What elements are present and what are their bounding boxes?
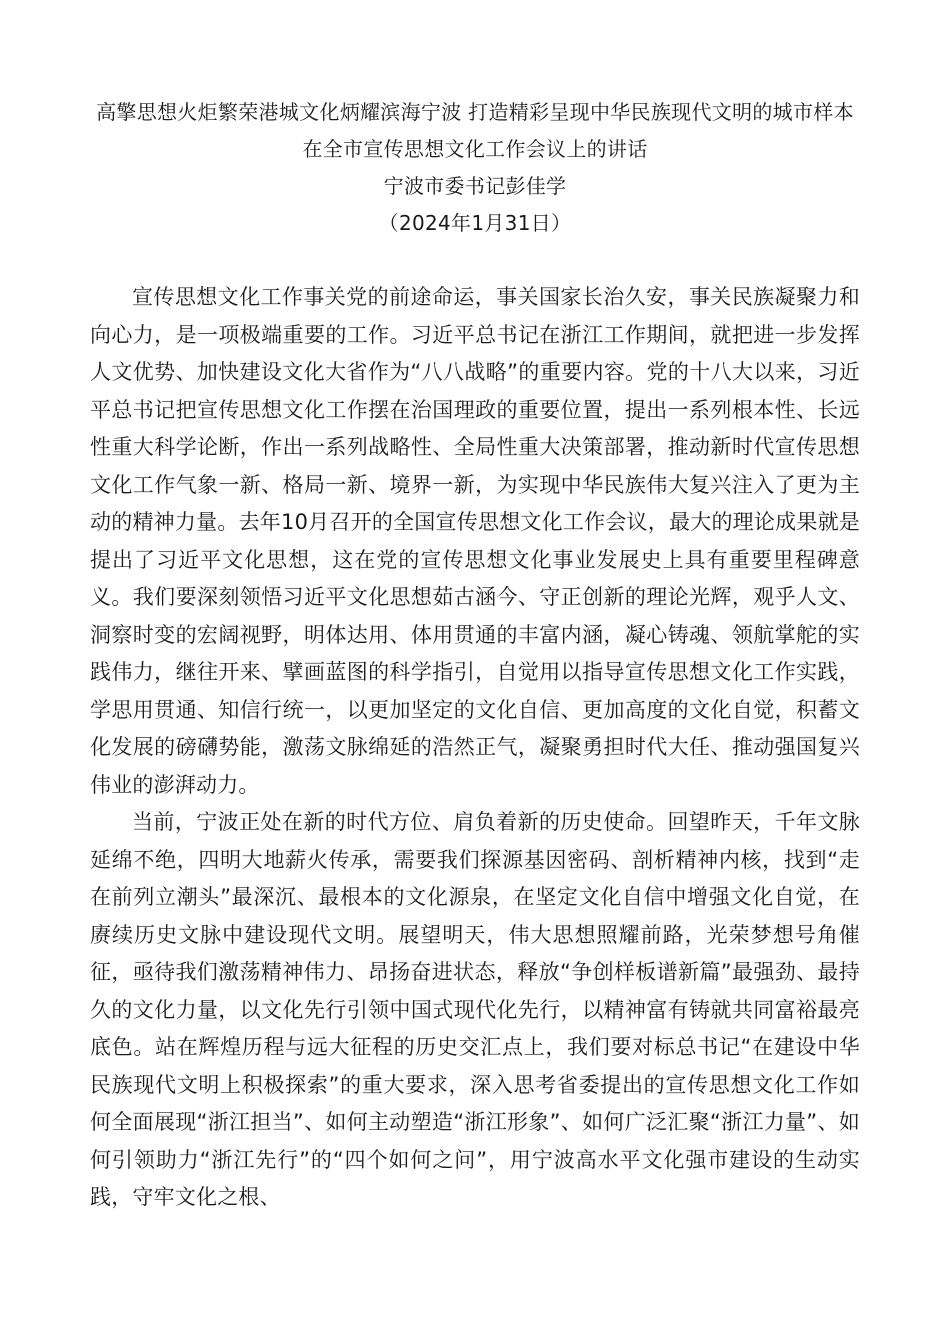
document-title: 高擎思想火炬繁荣港城文化炳耀滨海宁波 打造精彩呈现中华民族现代文明的城市样本: [96, 100, 854, 124]
document-date: （2024年1月31日）: [378, 211, 572, 235]
document-header: [90, 94, 860, 242]
paragraph: 当前，宁波正处在新的时代方位、肩负着新的历史使命。回望昨天，千年文脉延绵不绝，四明大地薪火传承，需要我们探源基因密码、剖析精神内核，找到“走在前列立潮头”最深沉、最根本的文化源泉，在坚定文化自信中增强文化自觉，在赓续历史文脉中建设现代文明。展望明天，伟大思想照耀前路，光荣梦想号角催征，亟待我们激荡精神伟力、昂扬奋进状态，释放“争创样板谱新篇”最强劲、最持久的文化力量，以文化先行引领中国式现代化先行，以精神富有铸就共同富裕最亮底色。站在辉煌历程与远大征程的历史交汇点上，我们要对标总书记“在建设中华民族现代文明上积极探索”的重大要求，深入思考省委提出的宣传思想文化工作如何全面展现“浙江担当”、如何主动塑造“浙江形象”、如何广泛汇聚“浙江力量”、如何引领助力“浙江先行”的“四个如何之问”，用宁波高水平文化强市建设的生动实践，守牢文化之根、: [90, 810, 860, 1209]
document-speaker: 宁波市委书记彭佳学: [383, 174, 567, 198]
document-subtitle: 在全市宣传思想文化工作会议上的讲话: [302, 137, 648, 161]
paragraph: 宣传思想文化工作事关党的前途命运，事关国家长治久安，事关民族凝聚力和向心力，是一项极端重要的工作。习近平总书记在浙江工作期间，就把进一步发挥人文优势、加快建设文化大省作为“八八战略”的重要内容。党的十八大以来，习近平总书记把宣传思想文化工作摆在治国理政的重要位置，提出一系列根本性、长远性重大科学论断，作出一系列战略性、全局性重大决策部署，推动新时代宣传思想文化工作气象一新、格局一新、境界一新，为实现中华民族伟大复兴注入了更为主动的精神力量。去年10月召开的全国宣传思想文化工作会议，最大的理论成果就是提出了习近平文化思想，这在党的宣传思想文化事业发展史上具有重要里程碑意义。我们要深刻领悟习近平文化思想茹古涵今、守正创新的理论光辉，观乎人文、洞察时变的宏阔视野，明体达用、体用贯通的丰富内涵，凝心铸魂、领航掌舵的实践伟力，继往开来、擘画蓝图的科学指引，自觉用以指导宣传思想文化工作实践，学思用贯通、知信行统一，以更加坚定的文化自信、更加高度的文化自觉，积蓄文化发展的磅礴势能，激荡文脉绵延的浩然正气，凝聚勇担时代大任、推动强国复兴伟业的澎湃动力。: [90, 285, 860, 797]
document-body: [90, 279, 860, 1217]
document-page: [90, 94, 860, 1217]
